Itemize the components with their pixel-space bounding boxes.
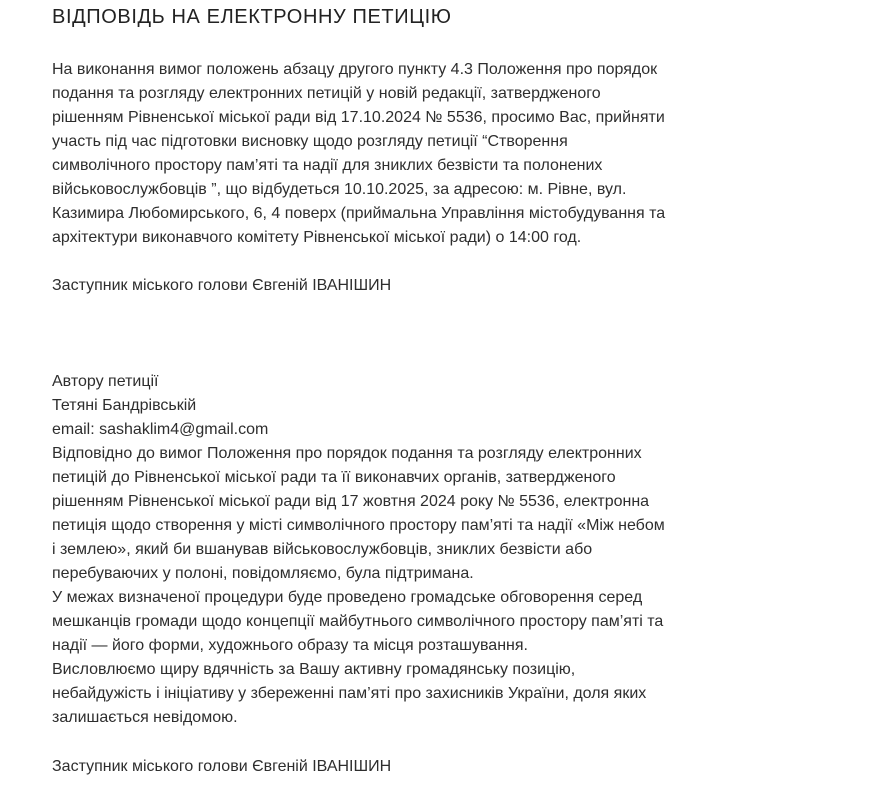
response-line: У межах визначеної процедури буде проведено громадське обговорення серед: [52, 589, 643, 606]
response-line: і землею», який би вшанував військовослужбовців, зниклих безвісти або: [52, 541, 593, 558]
response-line: залишається невідомою.: [52, 709, 238, 726]
invitation-line: На виконання вимог положень абзацу другого пункту 4.3 Положення про порядок: [52, 61, 658, 78]
response-line: петицій до Рівненської міської ради та її виконавчих органів, затвердженого: [52, 469, 616, 486]
response-line: перебуваючих у полоні, повідомляємо, була підтримана.: [52, 565, 474, 582]
response-line: мешканців громади щодо концепції майбутнього символічного простору пам’яті та: [52, 613, 664, 630]
invitation-paragraph: [52, 58, 665, 250]
response-line: надії — його форми, художнього образу та місця розташування.: [52, 637, 528, 654]
invitation-line: військовослужбовців ”, що відбудеться 10.10.2025, за адресою: м. Рівне, вул.: [52, 181, 627, 198]
response-line: Висловлюємо щиру вдячність за Вашу активну громадянську позицію,: [52, 661, 576, 678]
signature-2: Заступник міського голови Євгеній ІВАНІШИН: [52, 758, 392, 775]
invitation-line: Казимира Любомирського, 6, 4 поверх (приймальна Управління містобудування та: [52, 205, 666, 222]
invitation-line: архітектури виконавчого комітету Рівненської міської ради) о 14:00 год.: [52, 229, 582, 246]
response-line: петиція щодо створення у місті символічного простору пам’яті та надії «Між небом: [52, 517, 665, 534]
recipient-label: Автору петиції: [52, 373, 159, 390]
signature-1: Заступник міського голови Євгеній ІВАНІШИН: [52, 277, 392, 294]
invitation-line: символічного простору пам’яті та надії для зниклих безвісти та полонених: [52, 157, 603, 174]
invitation-line: подання та розгляду електронних петицій у новій редакції, затвердженого: [52, 85, 601, 102]
author-email: email: sashaklim4@gmail.com: [52, 421, 269, 438]
author-name: Тетяні Бандрівській: [52, 397, 197, 414]
response-block: [52, 370, 665, 730]
invitation-line: рішенням Рівненської міської ради від 17.10.2024 № 5536, просимо Вас, прийняти: [52, 109, 665, 126]
invitation-line: участь під час підготовки висновку щодо розгляду петиції “Створення: [52, 133, 568, 150]
response-line: небайдужість і ініціативу у збереженні пам’яті про захисників України, доля яких: [52, 685, 647, 702]
response-line: Відповідно до вимог Положення про порядок подання та розгляду електронних: [52, 445, 642, 462]
page-title: ВІДПОВІДЬ НА ЕЛЕКТРОННУ ПЕТИЦІЮ: [52, 6, 452, 28]
response-line: рішенням Рівненської міської ради від 17 жовтня 2024 року № 5536, електронна: [52, 493, 650, 510]
